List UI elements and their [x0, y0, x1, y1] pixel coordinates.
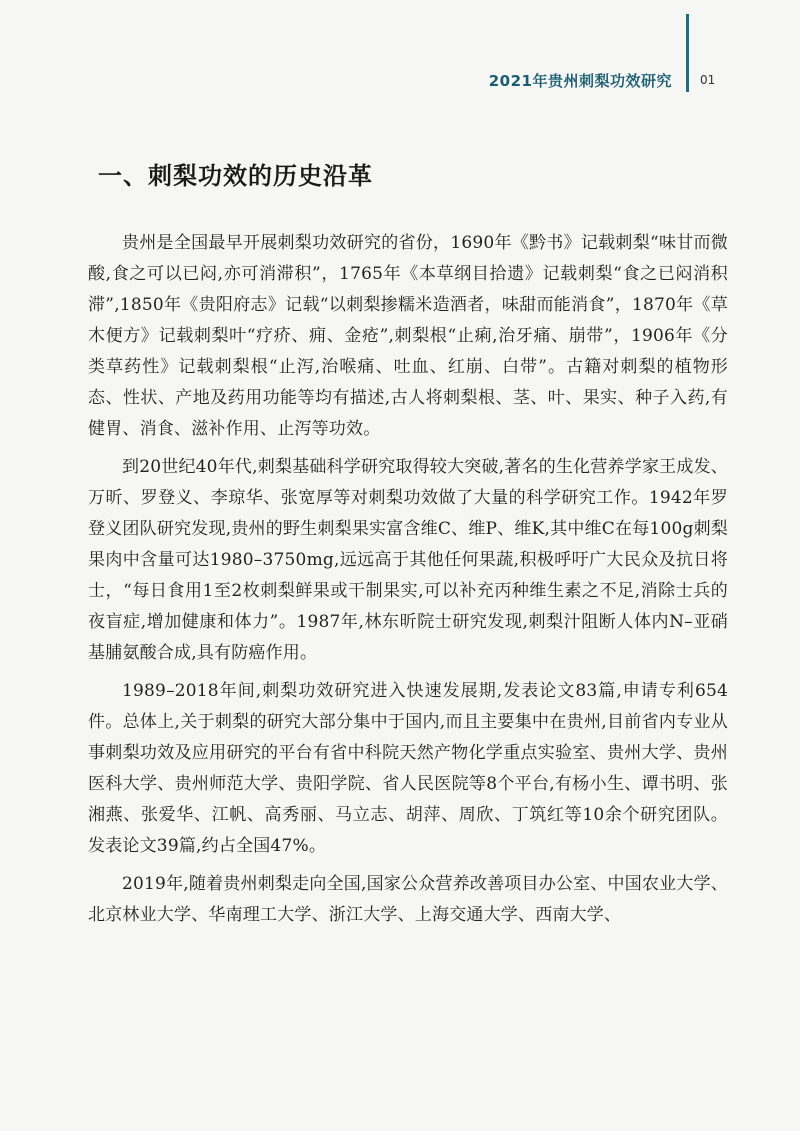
header-divider-bar [686, 14, 689, 92]
running-header-title: 2021年贵州刺梨功效研究 [488, 72, 672, 90]
body-text [88, 228, 728, 938]
paragraph: 贵州是全国最早开展刺梨功效研究的省份，1690年《黔书》记载刺梨“味甘而微酸,食之可以已闷,亦可消滞积”，1765年《本草纲目拾遗》记载刺梨“食之已闷消积滞”,1850年《贵阳府志》记载“以刺梨掺糯米造酒者，味甜而能消食”，1870年《草木便方》记载刺梨叶“疗疥、痈、金疮”,刺梨根“止痢,治牙痛、崩带”，1906年《分类草药性》记载刺梨根“止泻,治喉痛、吐血、红崩、白带”。古籍对刺梨的植物形态、性状、产地及药用功能等均有描述,古人将刺梨根、茎、叶、果实、种子入药,有健胃、消食、滋补作用、止泻等功效。 [88, 233, 728, 439]
paragraph: 1989–2018年间,刺梨功效研究进入快速发展期,发表论文83篇,申请专利654件。总体上,关于刺梨的研究大部分集中于国内,而且主要集中在贵州,目前省内专业从事刺梨功效及应用研究的平台有省中科院天然产物化学重点实验室、贵州大学、贵州医科大学、贵州师范大学、贵阳学院、省人民医院等8个平台,有杨小生、谭书明、张湘燕、张爱华、江帆、高秀丽、马立志、胡萍、周欣、丁筑红等10余个研究团队。发表论文39篇,约占全国47%。 [88, 681, 728, 856]
section-heading: 一、刺梨功效的历史沿革 [98, 162, 373, 190]
paragraph: 到20世纪40年代,刺梨基础科学研究取得较大突破,著名的生化营养学家王成发、万昕、罗登义、李琼华、张宽厚等对刺梨功效做了大量的科学研究工作。1942年罗登义团队研究发现,贵州的野生刺梨果实富含维C、维P、维K,其中维C在每100g刺梨果肉中含量可达1980–3750mg,远远高于其他任何果蔬,积极呼吁广大民众及抗日将士，“每日食用1至2枚刺梨鲜果或干制果实,可以补充丙种维生素之不足,消除士兵的夜盲症,增加健康和体力”。1987年,林东昕院士研究发现,刺梨汁阻断人体内N–亚硝基脯氨酸合成,具有防癌作用。 [88, 457, 728, 663]
paragraph: 2019年,随着贵州刺梨走向全国,国家公众营养改善项目办公室、中国农业大学、北京林业大学、华南理工大学、浙江大学、上海交通大学、西南大学、 [88, 874, 728, 925]
page-number: 01 [700, 73, 716, 87]
